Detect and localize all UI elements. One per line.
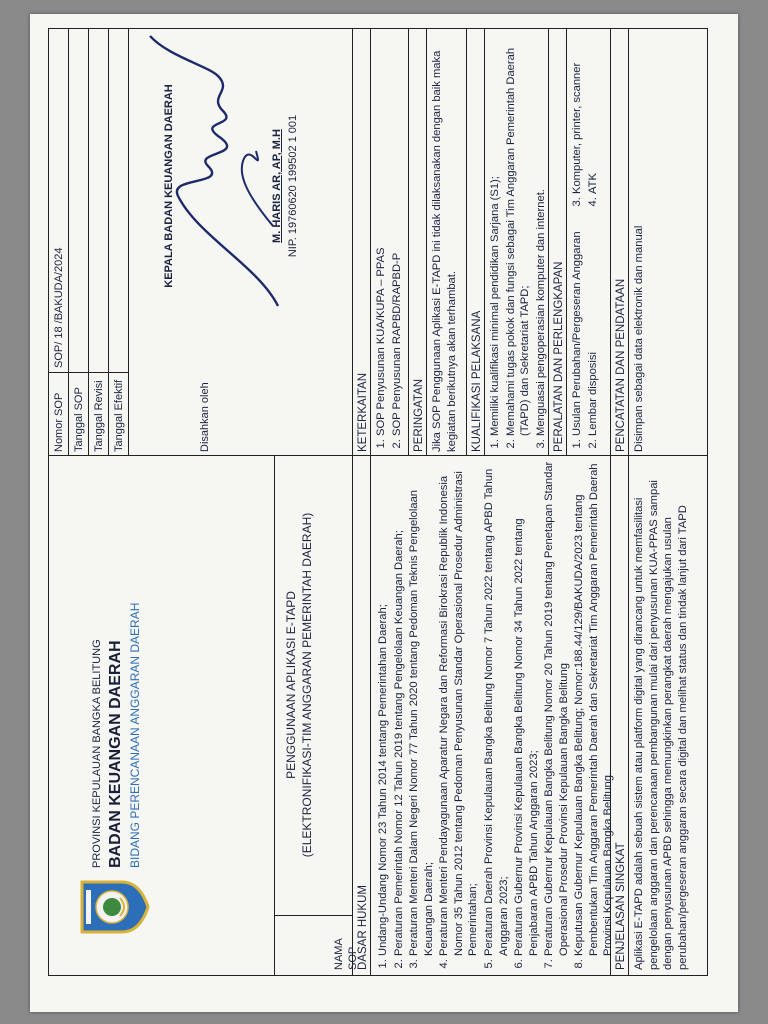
dasar-hukum-item: 7. Peraturan Gubernur Kepulauan Bangka Belitung Nomor 20 Tahun 2019 tentang Penetapan Standar Operasional Prosedur Provinsi Kepulauan Bangka Belitung [542,460,571,956]
sop-document [48,28,708,976]
dasar-hukum-item: 8. Keputusan Gubernur Kepulauan Bangka Belitung; Nomor:188.44/129/BAKUDA/2023 tentang Pembentukan Tim Anggaran Pemerintah Daerah dan Sekretariat Tim Anggaran Pemerintah Daerah Provinsi Kepulauan Bangka Belitung. [572,460,616,956]
approval-position: KEPALA BADAN KEUANGAN DAERAH [163,84,175,288]
sop-title-1: PENGGUNAAN APLIKASI E-TAPD [284,591,298,779]
nama-sop-bottom-line [352,28,353,976]
dasar-hukum-item: 3. Peraturan Menteri Dalam Negeri Nomor 77 Tahun 2020 tentang Pedoman Teknis Pengelolaan Keuangan Daerah; [407,460,436,956]
pencatatan-heading: PENCATATAN DAN PENDATAAN [615,278,627,452]
pencatatan-text: Disimpan sebagai data elektronik dan manual [633,225,645,452]
dasar-hukum-item: 6. Peraturan Gubernur Provinsi Kepulauan Bangka Belitung Nomor 34 Tahun 2022 tentang Penjabaran APBD Tahun Anggaran 2023; [512,460,541,956]
signature [138,26,288,326]
kualifikasi-item: 3. Menguasai pengoperasian komputer dan internet. [534,32,549,436]
kualifikasi-item: 1. Memiliki kualifikasi minimal pendidikan Sarjana (S1); [488,32,503,436]
nama-sop-label: NAMA SOP [333,938,360,970]
meta-label-tanggal-efektif: Tanggal Efektif [113,379,125,452]
center-divider [48,455,708,456]
kualifikasi-item: 2. Memahami tugas pokok dan fungsi sebagai Tim Anggaran Pemerintah Daerah (TAPD) dan Sekretariat TAPD; [504,32,533,436]
meta-row-line-2 [88,28,89,456]
province-emblem [78,878,150,936]
meta-row-line-1 [68,28,69,456]
peringatan-bottom-line [466,28,467,456]
peringatan-heading: PERINGATAN [413,378,425,452]
dasar-hukum-item: 5. Peraturan Daerah Provinsi Kepulauan Bangka Belitung Nomor 7 Tahun 2022 tentang APBD Tahun Anggaran 2023; [482,460,511,956]
kualifikasi-list [488,32,549,452]
peralatan-item: 1. Usulan Perubahan/Pergeseran Anggaran [570,212,585,436]
meta-row-line-4 [128,28,129,456]
division-name: BIDANG PERENCANAAN ANGGARAN DAERAH [128,602,142,868]
meta-label-tanggal-sop: Tanggal SOP [73,387,85,452]
scanned-page [30,14,738,1012]
dasar-hukum-heading: DASAR HUKUM [357,885,369,970]
dasar-hukum-item: 4. Peraturan Menteri Pendayagunaan Aparatur Negara dan Reformasi Birokrasi Republik Indonesia Nomor 35 Tahun 2012 tentang Pedoman Penyusunan Standar Operasional Prosedur Administrasi Pemerintahan; [437,460,481,956]
meta-label-nomor: Nomor SOP [53,392,65,452]
peringatan-text: Jika SOP Penggunaan Aplikasi E-TAPD ini tidak dilaksanakan dengan baik maka kegiatan berikutnya akan terhambat. [431,50,458,452]
peralatan-item: 2. Lembar disposisi [586,212,601,436]
dasar-hukum-list [376,460,617,972]
peralatan-list-left [570,212,601,452]
peralatan-item: 4. ATK [586,30,601,194]
keterkaitan-item: 2. SOP Penyusunan RAPBD/RAPBD-P [390,32,405,436]
sop-title-2: (ELEKTRONIFIKASI-TIM ANGGARAN PEMERINTAH DAERAH) [300,512,314,858]
meta-row-line-3 [108,28,109,456]
dasar-hukum-item: 1. Undang-Undang Nomor 23 Tahun 2014 tentang Pemerintahan Daerah; [376,460,391,956]
approval-name: M. HARIS AR, AP, M.H [271,129,283,243]
keterkaitan-bottom-line [408,28,409,456]
peralatan-item: 3. Komputer, printer, scanner [570,30,585,194]
header-bottom-line [274,456,275,976]
peralatan-heading: PERALATAN DAN PERLENGKAPAN [553,261,565,452]
agency-name: BADAN KEUANGAN DAERAH [107,640,124,868]
keterkaitan-list [374,32,405,452]
meta-value-nomor: SOP/ 18 /BAKUDA/2024 [53,247,65,368]
keterkaitan-item: 1. SOP Penyusunan KUA/KUPA – PPAS [374,32,389,436]
approval-label: Disahkan oleh [199,382,211,452]
approval-nip: NIP. 19760620 199502 1 001 [287,114,299,258]
meta-label-tanggal-revisi: Tanggal Revisi [93,380,105,452]
kualifikasi-heading: KUALIFIKASI PELAKSANA [471,310,483,452]
dasar-hukum-item: 2. Peraturan Pemerintah Nomor 12 Tahun 2019 tentang Pengelolaan Keuangan Daerah; [392,460,407,956]
peralatan-list-right [570,30,601,210]
keterkaitan-heading: KETERKAITAN [357,372,369,452]
penjelasan-heading: PENJELASAN SINGKAT [615,842,627,970]
penjelasan-text: Aplikasi E-TAPD adalah sebuah sistem atau platform digital yang dirancang untuk memfasilitasi pengelolaan anggaran dan perencanaan pembangunan mulai dari penyusunan KUA-PPAS sampai dengan penyusunan APBD sehingga memungkinkan perangkat daerah mengajukan usulan perubahan/pergeseran anggaran secara digital dan melihat status dan tindak lanjut dari TAPD [633,480,689,970]
province-name: PROVINSI KEPULAUAN BANGKA BELITUNG [91,639,103,868]
